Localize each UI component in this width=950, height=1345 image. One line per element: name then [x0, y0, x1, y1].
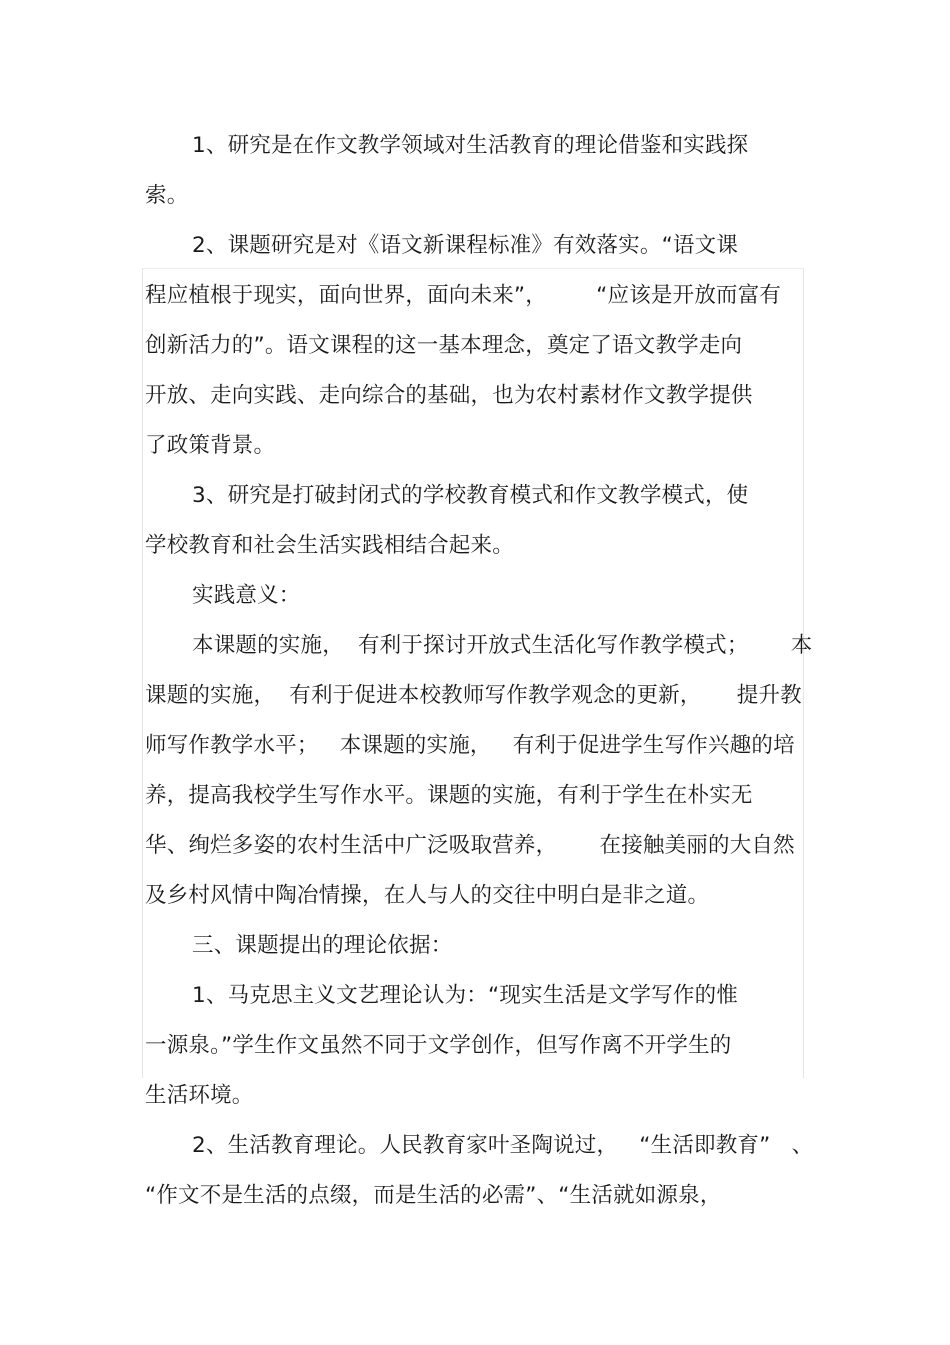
paragraph-line: 本课题的实施， 有利于探讨开放式生活化写作教学模式； 本 [192, 633, 813, 658]
paragraph-line: 一源泉。”学生作文虽然不同于文学创作，但写作离不开学生的 [145, 1033, 732, 1058]
paragraph-line: 华、绚烂多姿的农村生活中广泛吸取营养， 在接触美丽的大自然 [145, 833, 795, 858]
paragraph-line: 了政策背景。 [145, 433, 276, 458]
paragraph-line: 程应植根于现实，面向世界，面向未来”， “应该是开放而富有 [145, 283, 782, 308]
section-heading: 实践意义： [192, 583, 301, 608]
paragraph-line: 生活环境。 [145, 1083, 254, 1108]
paragraph-line: 课题的实施， 有利于促进本校教师写作教学观念的更新， 提升教 [145, 683, 802, 708]
paragraph-line: 学校教育和社会生活实践相结合起来。 [145, 533, 514, 558]
paragraph-line: 1、研究是在作文教学领域对生活教育的理论借鉴和实践探 [192, 133, 749, 158]
paragraph-line: “作文不是生活的点缀，而是生活的必需”、“生活就如源泉， [145, 1183, 722, 1208]
paragraph-line: 开放、走向实践、走向综合的基础，也为农村素材作文教学提供 [145, 383, 753, 408]
paragraph-line: 2、课题研究是对《语文新课程标准》有效落实。“语文课 [192, 233, 739, 258]
paragraph-line: 及乡村风情中陶冶情操，在人与人的交往中明白是非之道。 [145, 883, 710, 908]
paragraph-line: 1、马克思主义文艺理论认为：“现实生活是文学写作的惟 [192, 983, 739, 1008]
paragraph-line: 师写作教学水平； 本课题的实施， 有利于促进学生写作兴趣的培 [145, 733, 795, 758]
paragraph-line: 3、研究是打破封闭式的学校教育模式和作文教学模式，使 [192, 483, 749, 508]
paragraph-line: 创新活力的”。语文课程的这一基本理念，奠定了语文教学走向 [145, 333, 743, 358]
paragraph-line: 养，提高我校学生写作水平。课题的实施，有利于学生在朴实无 [145, 783, 753, 808]
section-heading: 三、课题提出的理论依据： [192, 933, 453, 958]
paragraph-line: 索。 [145, 183, 189, 208]
paragraph-line: 2、生活教育理论。人民教育家叶圣陶说过， “生活即教育” 、 [192, 1133, 814, 1158]
